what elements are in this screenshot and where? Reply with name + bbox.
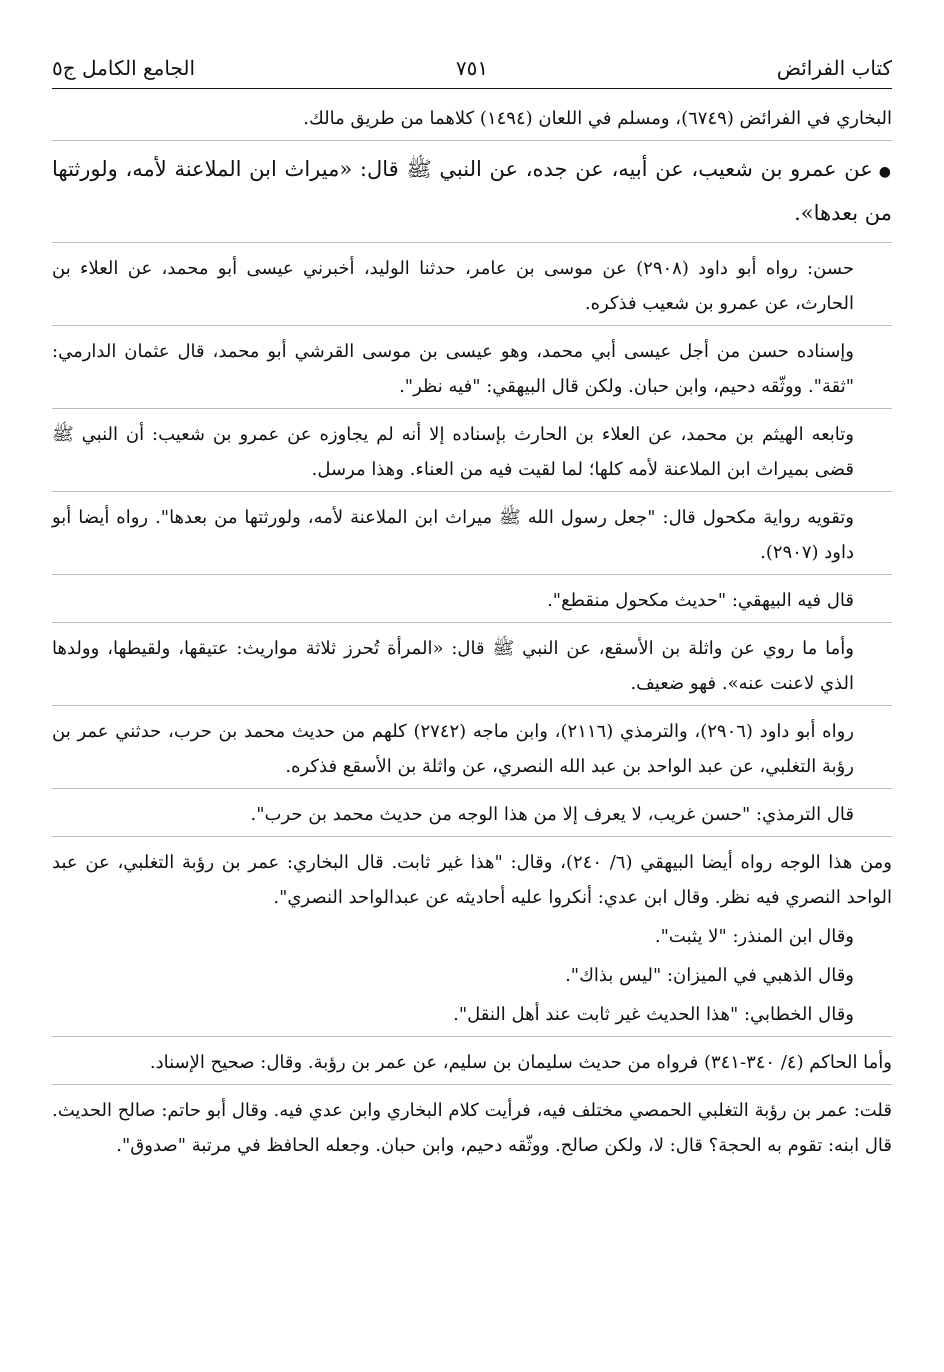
paragraph-4: وتابعه الهيثم بن محمد، عن العلاء بن الحارث بإسناده إلا أنه لم يجاوزه عن عمرو بن شعيب: أن النبي ﷺ قضى بميراث ابن الملاعنة لأمه كلها؛ لما لقيت فيه من العناء. وهذا مرسل. bbox=[52, 424, 854, 480]
paragraph-10: ومن هذا الوجه رواه أيضا البيهقي (٦/ ٢٤٠)، وقال: "هذا غير ثابت. قال البخاري: عمر بن رؤبة التغلبي، عن عبد الواحد النصري فيه نظر. وقال ابن عدي: أنكروا عليه أحاديثه عن عبدالواحد النصري". bbox=[52, 852, 892, 908]
book-page bbox=[52, 52, 892, 1167]
paragraph-2: حسن: رواه أبو داود (٢٩٠٨) عن موسى بن عامر، حدثنا الوليد، أخبرني عيسى أبو محمد، عن العلاء بن الحارث، عن عمرو بن شعيب فذكره. bbox=[52, 258, 854, 314]
paragraph-14: وأما الحاكم (٤/ ٣٤٠-٣٤١) فرواه من حديث سليمان بن سليم، عن عمر بن رؤبة. وقال: صحيح الإسناد. bbox=[149, 1052, 892, 1073]
divider bbox=[52, 1084, 892, 1085]
divider bbox=[52, 325, 892, 326]
paragraph-13: وقال الخطابي: "هذا الحديث غير ثابت عند أهل النقل". bbox=[453, 1004, 854, 1025]
paragraph-11: وقال ابن المنذر: "لا يثبت". bbox=[654, 926, 854, 947]
hadith-body: عن عمرو بن شعيب، عن أبيه، عن جده، عن النبي ﷺ قال: «ميراث ابن الملاعنة لأمه، ولورثتها من بعدها». bbox=[52, 157, 892, 225]
divider bbox=[52, 242, 892, 243]
paragraph-15: قلت: عمر بن رؤبة التغلبي الحمصي مختلف فيه، فرأيت كلام البخاري وابن عدي فيه. وقال أبو حاتم: صالح الحديث. قال ابنه: تقوم به الحجة؟ قال: لا، ولكن صالح. ووثّقه دحيم، وابن حبان. وجعله الحافظ في مرتبة "صدوق". bbox=[52, 1100, 892, 1156]
paragraph-3: وإسناده حسن من أجل عيسى أبي محمد، وهو عيسى بن موسى القرشي أبو محمد، قال عثمان الدارمي: "ثقة". ووثّقه دحيم، وابن حبان. ولكن قال البيهقي: "فيه نظر". bbox=[52, 341, 854, 397]
paragraph-5: وتقويه رواية مكحول قال: "جعل رسول الله ﷺ ميراث ابن الملاعنة لأمه، ولورثتها من بعدها". رواه أيضا أبو داود (٢٩٠٧). bbox=[52, 507, 854, 563]
divider bbox=[52, 574, 892, 575]
divider bbox=[52, 705, 892, 706]
page-header bbox=[52, 52, 892, 89]
divider bbox=[52, 836, 892, 837]
divider bbox=[52, 491, 892, 492]
chapter-title: كتاب الفرائض bbox=[776, 56, 892, 80]
page-number: ٧٥١ bbox=[455, 56, 489, 80]
divider bbox=[52, 788, 892, 789]
hadith-text bbox=[52, 149, 892, 234]
paragraph-6: قال فيه البيهقي: "حديث مكحول منقطع". bbox=[547, 590, 854, 611]
divider bbox=[52, 140, 892, 141]
divider bbox=[52, 622, 892, 623]
book-title: الجامع الكامل ج٥ bbox=[52, 56, 196, 80]
paragraph-12: وقال الذهبي في الميزان: "ليس بذاك". bbox=[565, 965, 854, 986]
bullet-icon: ● bbox=[878, 164, 892, 180]
paragraph-7: وأما ما روي عن واثلة بن الأسقع، عن النبي ﷺ قال: «المرأة تُحرز ثلاثة مواريث: عتيقها، ولقيطها، وولدها الذي لاعنت عنه». فهو ضعيف. bbox=[52, 638, 854, 694]
page-body bbox=[52, 101, 892, 1163]
paragraph-0: البخاري في الفرائض (٦٧٤٩)، ومسلم في اللعان (١٤٩٤) كلاهما من طريق مالك. bbox=[303, 108, 892, 129]
divider bbox=[52, 1036, 892, 1037]
paragraph-9: قال الترمذي: "حسن غريب، لا يعرف إلا من هذا الوجه من حديث محمد بن حرب". bbox=[250, 804, 854, 825]
divider bbox=[52, 408, 892, 409]
paragraph-8: رواه أبو داود (٢٩٠٦)، والترمذي (٢١١٦)، وابن ماجه (٢٧٤٢) كلهم من حديث محمد بن حرب، حدثني عمر بن رؤبة التغلبي، عن عبد الواحد بن عبد الله النصري، عن واثلة بن الأسقع فذكره. bbox=[52, 721, 854, 777]
